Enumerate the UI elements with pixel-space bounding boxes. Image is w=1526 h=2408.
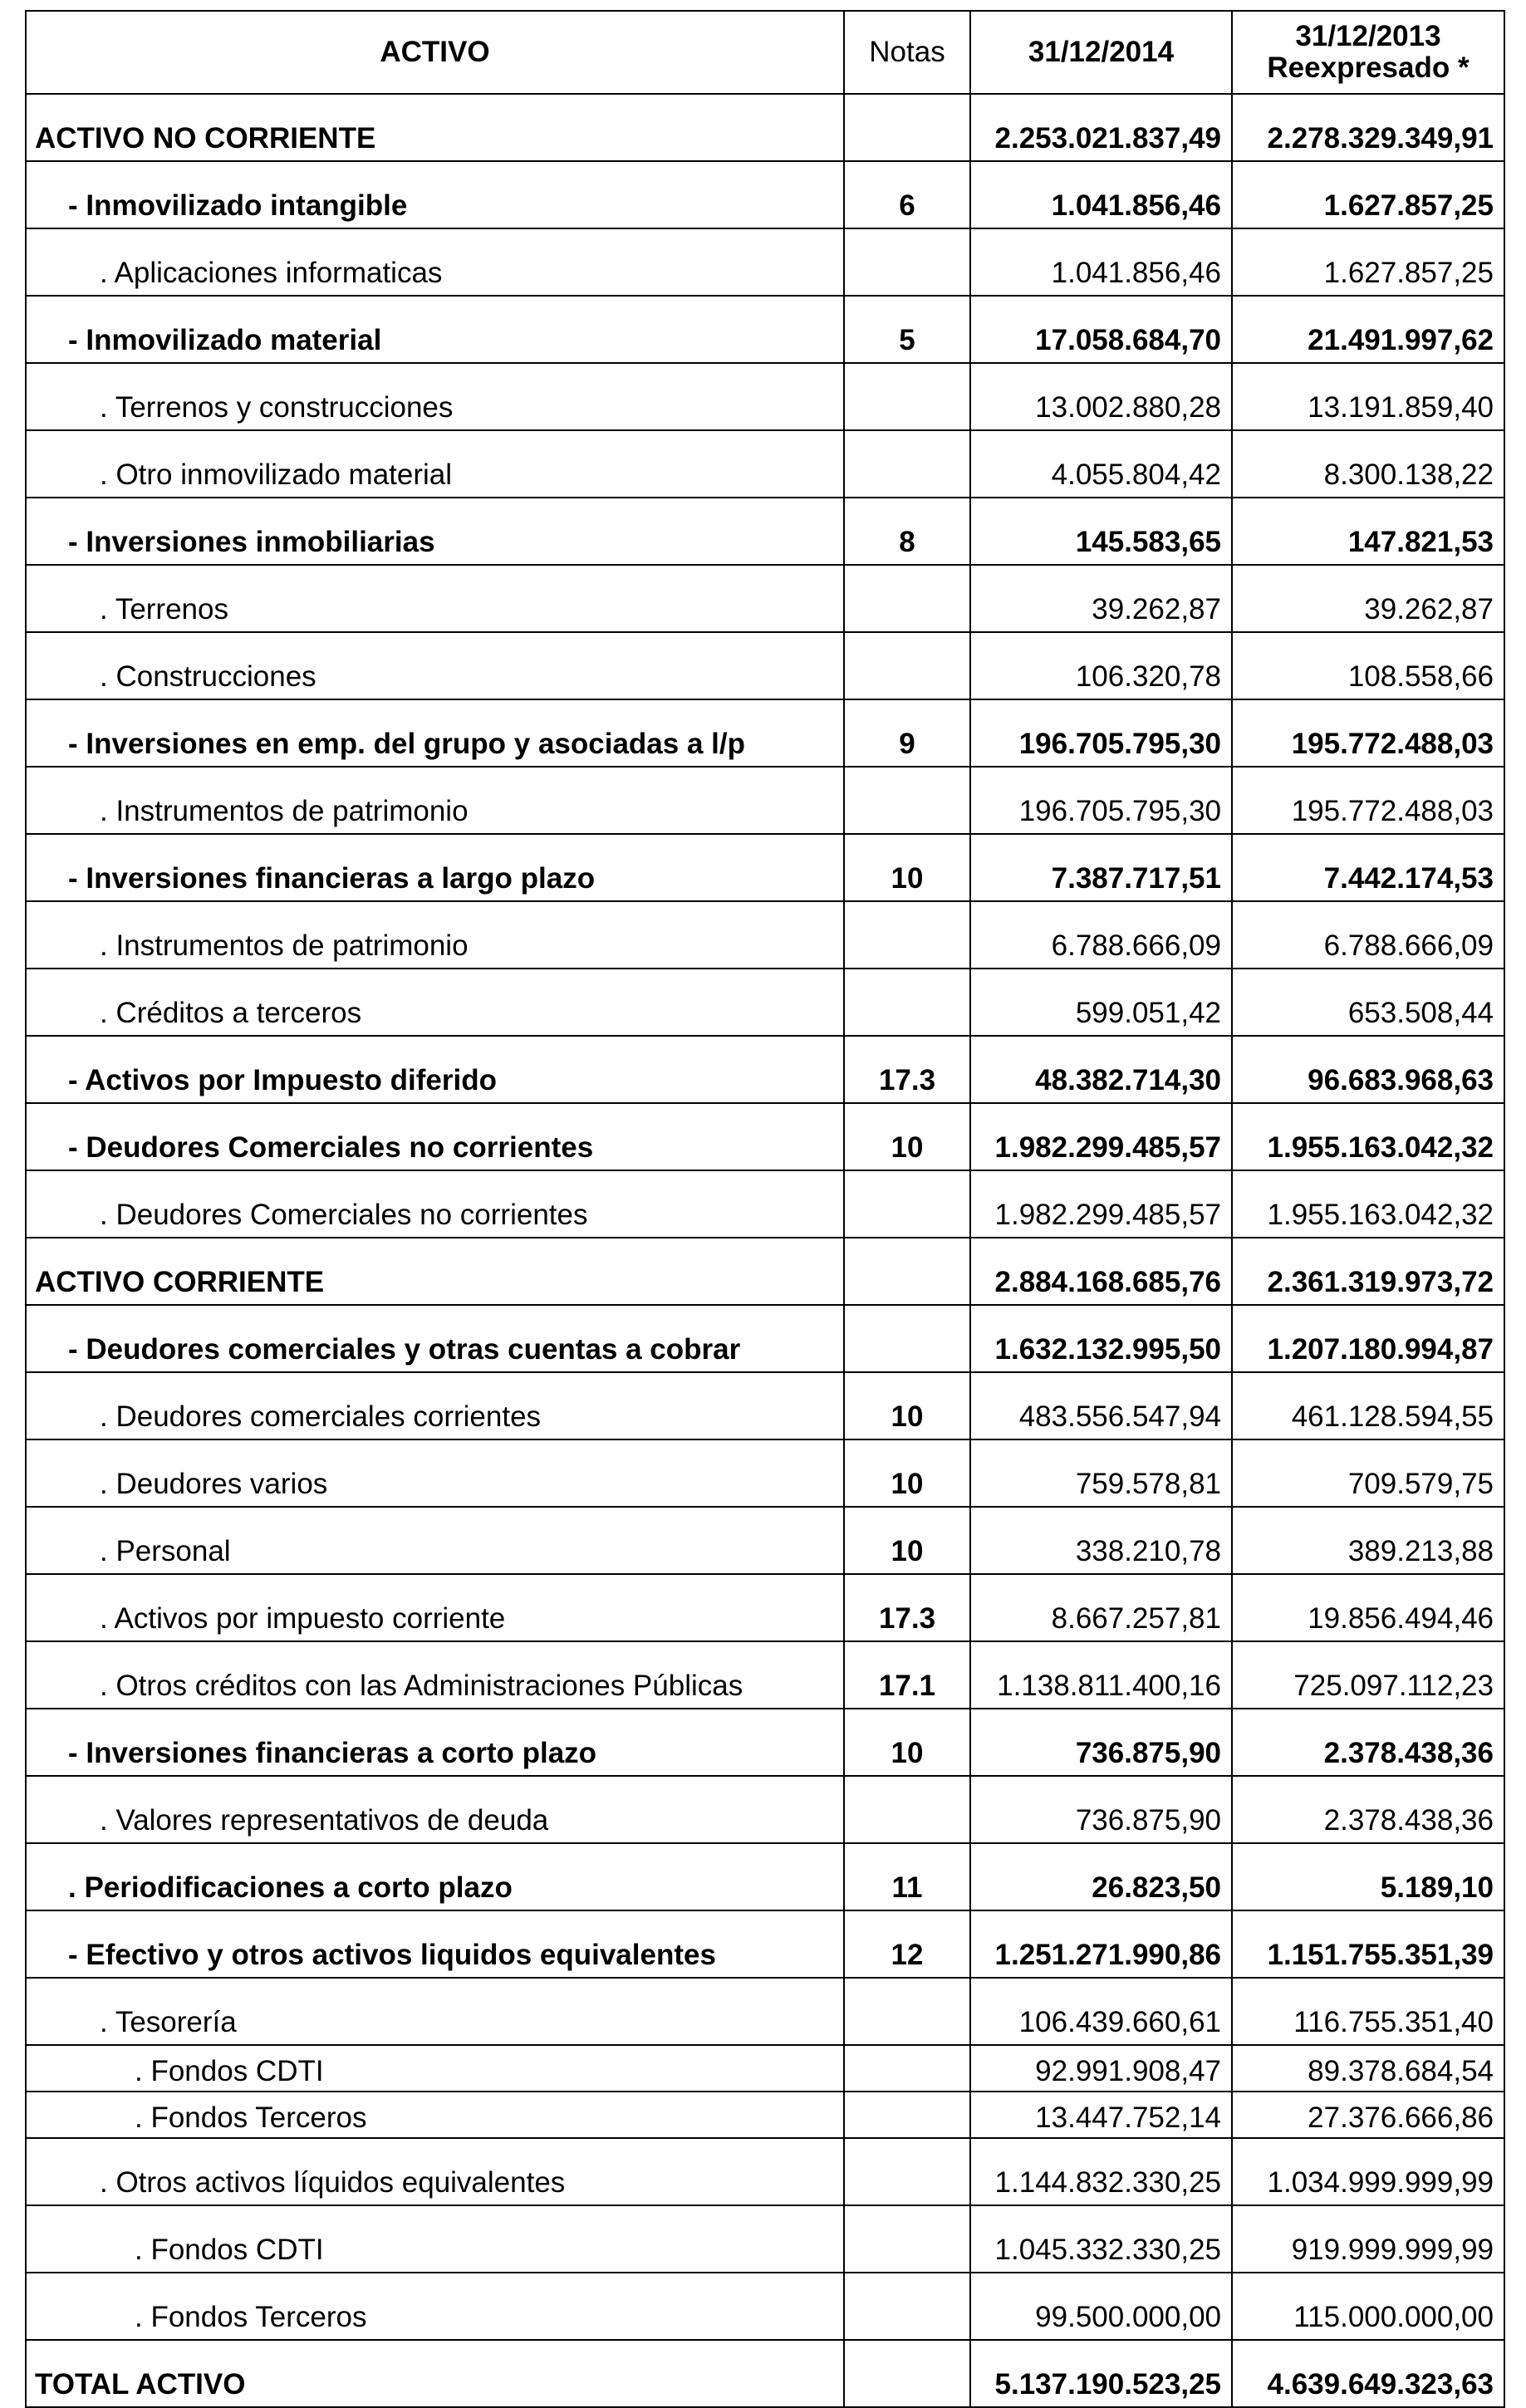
row-value-2013: 1.627.857,25 — [1232, 228, 1504, 296]
table-row — [26, 161, 1504, 228]
row-nota: 10 — [844, 834, 970, 901]
row-nota — [844, 565, 970, 632]
row-label: . Periodificaciones a corto plazo — [26, 1843, 844, 1910]
row-value-2013: 1.151.755.351,39 — [1232, 1910, 1504, 1978]
row-nota — [844, 430, 970, 498]
row-value-2013: 653.508,44 — [1232, 969, 1504, 1036]
row-value-2014: 26.823,50 — [970, 1843, 1232, 1910]
row-value-2013: 108.558,66 — [1232, 632, 1504, 699]
header-2013 — [1232, 11, 1504, 94]
row-value-2013: 389.213,88 — [1232, 1507, 1504, 1574]
row-nota — [844, 94, 970, 161]
table-row — [26, 1238, 1504, 1305]
row-label: . Terrenos — [26, 565, 844, 632]
row-value-2013: 2.278.329.349,91 — [1232, 94, 1504, 161]
row-value-2013: 21.491.997,62 — [1232, 296, 1504, 363]
row-nota: 17.3 — [844, 1574, 970, 1641]
row-value-2014: 4.055.804,42 — [970, 430, 1232, 498]
row-label: - Activos por Impuesto diferido — [26, 1036, 844, 1103]
row-value-2013: 461.128.594,55 — [1232, 1372, 1504, 1439]
table-row — [26, 2205, 1504, 2273]
header-notas: Notas — [844, 11, 970, 94]
table-row — [26, 1439, 1504, 1507]
row-label: . Créditos a terceros — [26, 969, 844, 1036]
table-row — [26, 699, 1504, 767]
table-row — [26, 430, 1504, 498]
row-label: . Valores representativos de deuda — [26, 1776, 844, 1843]
row-value-2013: 1.955.163.042,32 — [1232, 1103, 1504, 1170]
row-label: . Construcciones — [26, 632, 844, 699]
row-nota: 10 — [844, 1439, 970, 1507]
row-value-2014: 48.382.714,30 — [970, 1036, 1232, 1103]
table-row — [26, 1978, 1504, 2045]
row-value-2014: 1.045.332.330,25 — [970, 2205, 1232, 2273]
table-row — [26, 2138, 1504, 2205]
row-nota: 10 — [844, 1372, 970, 1439]
row-nota — [844, 2092, 970, 2138]
row-value-2013: 96.683.968,63 — [1232, 1036, 1504, 1103]
table-row — [26, 901, 1504, 969]
row-value-2013: 2.361.319.973,72 — [1232, 1238, 1504, 1305]
row-value-2013: 1.207.180.994,87 — [1232, 1305, 1504, 1372]
table-row — [26, 1910, 1504, 1978]
table-row — [26, 565, 1504, 632]
row-label: - Inmovilizado intangible — [26, 161, 844, 228]
row-value-2014: 2.884.168.685,76 — [970, 1238, 1232, 1305]
row-nota: 12 — [844, 1910, 970, 1978]
row-nota — [844, 2138, 970, 2205]
row-nota — [844, 2273, 970, 2340]
row-value-2013: 27.376.666,86 — [1232, 2092, 1504, 2138]
row-value-2013: 115.000.000,00 — [1232, 2273, 1504, 2340]
row-value-2013: 2.378.438,36 — [1232, 1709, 1504, 1776]
row-label: . Fondos CDTI — [26, 2205, 844, 2273]
row-value-2013: 709.579,75 — [1232, 1439, 1504, 1507]
row-value-2014: 599.051,42 — [970, 969, 1232, 1036]
row-nota — [844, 228, 970, 296]
row-value-2013: 19.856.494,46 — [1232, 1574, 1504, 1641]
row-value-2013: 13.191.859,40 — [1232, 363, 1504, 430]
table-header-row — [26, 11, 1504, 94]
row-value-2014: 338.210,78 — [970, 1507, 1232, 1574]
table-row — [26, 1709, 1504, 1776]
row-value-2014: 1.982.299.485,57 — [970, 1170, 1232, 1238]
row-value-2013: 116.755.351,40 — [1232, 1978, 1504, 2045]
row-label: TOTAL ACTIVO — [26, 2340, 844, 2407]
row-label: . Instrumentos de patrimonio — [26, 767, 844, 834]
row-value-2014: 1.982.299.485,57 — [970, 1103, 1232, 1170]
row-value-2014: 106.439.660,61 — [970, 1978, 1232, 2045]
row-value-2014: 99.500.000,00 — [970, 2273, 1232, 2340]
row-label: ACTIVO CORRIENTE — [26, 1238, 844, 1305]
row-label: . Otros créditos con las Administraciones Públicas — [26, 1641, 844, 1709]
row-value-2014: 736.875,90 — [970, 1709, 1232, 1776]
row-nota — [844, 1305, 970, 1372]
row-label: . Fondos CDTI — [26, 2045, 844, 2092]
header-2013-date: 31/12/2013 — [1295, 19, 1441, 52]
row-value-2013: 39.262,87 — [1232, 565, 1504, 632]
row-value-2014: 145.583,65 — [970, 498, 1232, 565]
row-nota: 17.1 — [844, 1641, 970, 1709]
row-nota: 17.3 — [844, 1036, 970, 1103]
row-label: . Instrumentos de patrimonio — [26, 901, 844, 969]
row-label: - Inversiones en emp. del grupo y asociadas a l/p — [26, 699, 844, 767]
table-row — [26, 1507, 1504, 1574]
row-value-2013: 1.955.163.042,32 — [1232, 1170, 1504, 1238]
row-label: . Activos por impuesto corriente — [26, 1574, 844, 1641]
row-value-2013: 7.442.174,53 — [1232, 834, 1504, 901]
row-value-2014: 8.667.257,81 — [970, 1574, 1232, 1641]
row-value-2014: 759.578,81 — [970, 1439, 1232, 1507]
table-row — [26, 1372, 1504, 1439]
row-label: . Terrenos y construcciones — [26, 363, 844, 430]
row-value-2014: 483.556.547,94 — [970, 1372, 1232, 1439]
row-value-2013: 1.627.857,25 — [1232, 161, 1504, 228]
row-value-2013: 4.639.649.323,63 — [1232, 2340, 1504, 2407]
row-label: - Inversiones financieras a corto plazo — [26, 1709, 844, 1776]
row-label: ACTIVO NO CORRIENTE — [26, 94, 844, 161]
row-value-2014: 1.632.132.995,50 — [970, 1305, 1232, 1372]
row-value-2014: 1.251.271.990,86 — [970, 1910, 1232, 1978]
row-nota: 10 — [844, 1103, 970, 1170]
row-value-2014: 92.991.908,47 — [970, 2045, 1232, 2092]
row-nota: 6 — [844, 161, 970, 228]
table-row — [26, 1170, 1504, 1238]
row-value-2014: 1.041.856,46 — [970, 161, 1232, 228]
row-nota — [844, 2045, 970, 2092]
row-label: . Personal — [26, 1507, 844, 1574]
table-row — [26, 498, 1504, 565]
row-value-2013: 89.378.684,54 — [1232, 2045, 1504, 2092]
row-nota — [844, 632, 970, 699]
row-value-2014: 196.705.795,30 — [970, 699, 1232, 767]
activo-table — [25, 10, 1505, 2408]
row-label: . Tesorería — [26, 1978, 844, 2045]
row-value-2014: 1.144.832.330,25 — [970, 2138, 1232, 2205]
row-label: - Deudores Comerciales no corrientes — [26, 1103, 844, 1170]
row-value-2013: 6.788.666,09 — [1232, 901, 1504, 969]
row-nota — [844, 767, 970, 834]
row-value-2014: 2.253.021.837,49 — [970, 94, 1232, 161]
table-row — [26, 2092, 1504, 2138]
row-nota — [844, 1776, 970, 1843]
table-row — [26, 834, 1504, 901]
row-label: . Deudores Comerciales no corrientes — [26, 1170, 844, 1238]
row-nota — [844, 2205, 970, 2273]
row-value-2014: 7.387.717,51 — [970, 834, 1232, 901]
row-nota: 9 — [844, 699, 970, 767]
table-row — [26, 632, 1504, 699]
table-row — [26, 2340, 1504, 2407]
row-label: - Inversiones inmobiliarias — [26, 498, 844, 565]
row-value-2013: 195.772.488,03 — [1232, 699, 1504, 767]
row-value-2013: 1.034.999.999,99 — [1232, 2138, 1504, 2205]
table-row — [26, 1574, 1504, 1641]
table-row — [26, 1305, 1504, 1372]
table-row — [26, 767, 1504, 834]
row-nota: 11 — [844, 1843, 970, 1910]
row-label: . Fondos Terceros — [26, 2273, 844, 2340]
header-2013-note: Reexpresado * — [1267, 51, 1470, 84]
row-label: . Otros activos líquidos equivalentes — [26, 2138, 844, 2205]
table-row — [26, 1776, 1504, 1843]
row-label: - Deudores comerciales y otras cuentas a cobrar — [26, 1305, 844, 1372]
row-label: . Aplicaciones informaticas — [26, 228, 844, 296]
row-nota: 10 — [844, 1709, 970, 1776]
table-row — [26, 94, 1504, 161]
row-value-2013: 147.821,53 — [1232, 498, 1504, 565]
row-value-2013: 725.097.112,23 — [1232, 1641, 1504, 1709]
row-nota: 10 — [844, 1507, 970, 1574]
row-nota — [844, 1238, 970, 1305]
row-value-2013: 2.378.438,36 — [1232, 1776, 1504, 1843]
row-label: . Deudores varios — [26, 1439, 844, 1507]
row-value-2014: 13.447.752,14 — [970, 2092, 1232, 2138]
row-value-2014: 196.705.795,30 — [970, 767, 1232, 834]
row-value-2014: 1.138.811.400,16 — [970, 1641, 1232, 1709]
row-label: - Efectivo y otros activos liquidos equivalentes — [26, 1910, 844, 1978]
row-value-2014: 39.262,87 — [970, 565, 1232, 632]
row-value-2014: 17.058.684,70 — [970, 296, 1232, 363]
table-row — [26, 2273, 1504, 2340]
table-row — [26, 1036, 1504, 1103]
row-nota: 5 — [844, 296, 970, 363]
row-value-2014: 1.041.856,46 — [970, 228, 1232, 296]
header-activo: ACTIVO — [26, 11, 844, 94]
table-row — [26, 969, 1504, 1036]
row-label: - Inversiones financieras a largo plazo — [26, 834, 844, 901]
row-value-2014: 6.788.666,09 — [970, 901, 1232, 969]
table-row — [26, 296, 1504, 363]
table-row — [26, 1843, 1504, 1910]
row-value-2013: 8.300.138,22 — [1232, 430, 1504, 498]
row-nota — [844, 969, 970, 1036]
table-row — [26, 1103, 1504, 1170]
row-value-2013: 5.189,10 — [1232, 1843, 1504, 1910]
row-nota — [844, 1978, 970, 2045]
row-nota — [844, 363, 970, 430]
balance-sheet — [25, 10, 1504, 2408]
row-value-2013: 919.999.999,99 — [1232, 2205, 1504, 2273]
row-label: . Fondos Terceros — [26, 2092, 844, 2138]
table-row — [26, 363, 1504, 430]
row-nota — [844, 901, 970, 969]
row-value-2013: 195.772.488,03 — [1232, 767, 1504, 834]
row-label: . Deudores comerciales corrientes — [26, 1372, 844, 1439]
row-label: . Otro inmovilizado material — [26, 430, 844, 498]
table-row — [26, 2045, 1504, 2092]
row-value-2014: 736.875,90 — [970, 1776, 1232, 1843]
row-nota — [844, 1170, 970, 1238]
row-value-2014: 5.137.190.523,25 — [970, 2340, 1232, 2407]
row-value-2014: 106.320,78 — [970, 632, 1232, 699]
table-row — [26, 228, 1504, 296]
row-nota — [844, 2340, 970, 2407]
header-2014: 31/12/2014 — [970, 11, 1232, 94]
row-value-2014: 13.002.880,28 — [970, 363, 1232, 430]
row-nota: 8 — [844, 498, 970, 565]
row-label: - Inmovilizado material — [26, 296, 844, 363]
table-row — [26, 1641, 1504, 1709]
